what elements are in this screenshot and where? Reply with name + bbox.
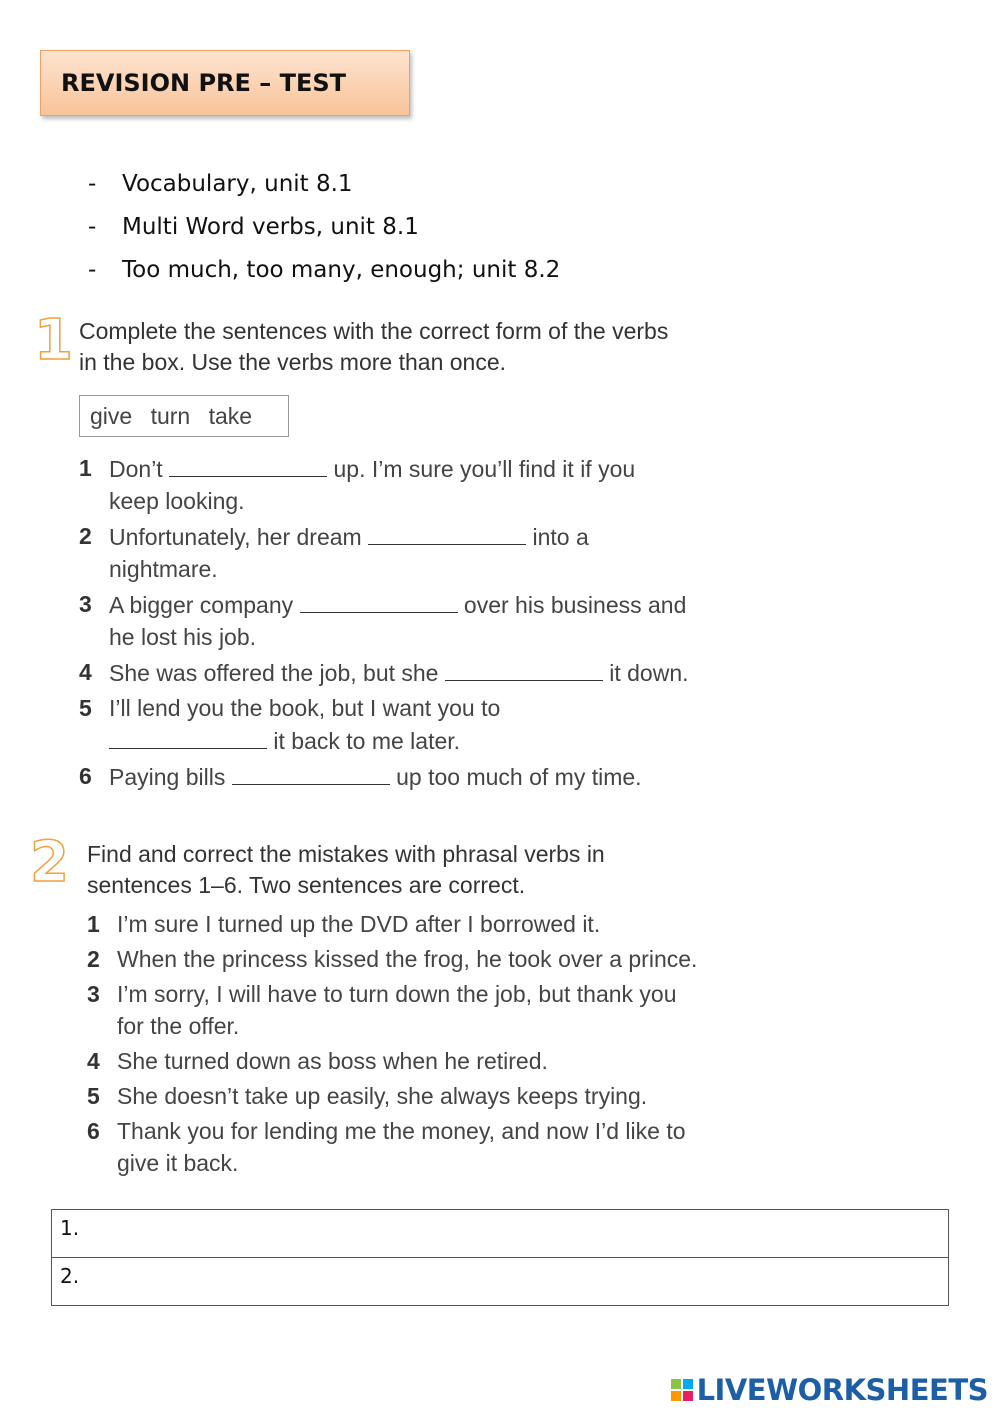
item-text: She doesn’t take up easily, she always keeps trying. bbox=[117, 1083, 648, 1109]
item-number: 6 bbox=[87, 1118, 100, 1144]
exercise-2-items bbox=[87, 908, 767, 1182]
exercise-1-item bbox=[79, 452, 759, 517]
exercise-1-number: 1 bbox=[34, 308, 73, 373]
item-text-line-2: for the offer. bbox=[117, 1013, 240, 1039]
exercise-1-item bbox=[79, 656, 759, 689]
item-number: 3 bbox=[87, 981, 100, 1007]
item-number: 6 bbox=[79, 763, 92, 789]
item-text-after: into a bbox=[532, 524, 589, 550]
exercise-1-instruction-line-1: Complete the sentences with the correct form of the verbs bbox=[79, 318, 669, 344]
item-number: 3 bbox=[79, 591, 92, 617]
topic-text: Multi Word verbs, unit 8.1 bbox=[122, 214, 419, 240]
exercise-2-instruction-line-1: Find and correct the mistakes with phrasal verbs in bbox=[87, 841, 605, 867]
exercise-2-instruction bbox=[87, 839, 767, 901]
answer-table bbox=[51, 1209, 949, 1306]
item-text-line-2: keep looking. bbox=[109, 488, 245, 514]
topic-item bbox=[88, 165, 560, 208]
exercise-1-items bbox=[79, 452, 759, 796]
item-number: 1 bbox=[87, 911, 100, 937]
exercise-2-item bbox=[87, 943, 767, 975]
item-text-line-2: give it back. bbox=[117, 1150, 239, 1176]
logo-square bbox=[671, 1391, 681, 1401]
item-text-before: Unfortunately, her dream bbox=[109, 524, 362, 550]
answer-row bbox=[52, 1258, 949, 1306]
item-text-before: I’ll lend you the book, but I want you to bbox=[109, 695, 501, 721]
item-text-before: She was offered the job, but she bbox=[109, 660, 439, 686]
topic-text: Too much, too many, enough; unit 8.2 bbox=[122, 257, 561, 283]
item-number: 5 bbox=[87, 1083, 100, 1109]
item-number: 5 bbox=[79, 695, 92, 721]
item-number: 1 bbox=[79, 455, 92, 481]
page-title: REVISION PRE – TEST bbox=[61, 69, 347, 97]
item-text-before: A bigger company bbox=[109, 592, 294, 618]
item-text-after: it back to me later. bbox=[273, 728, 461, 754]
exercise-1-instruction-line-2: in the box. Use the verbs more than once. bbox=[79, 349, 507, 375]
item-number: 2 bbox=[87, 946, 100, 972]
exercise-2-item bbox=[87, 978, 767, 1042]
item-text: Thank you for lending me the money, and now I’d like to bbox=[117, 1118, 686, 1144]
exercise-1-item bbox=[79, 760, 759, 793]
exercise-2-item bbox=[87, 1115, 767, 1179]
answer-cell[interactable]: 1. bbox=[52, 1210, 949, 1258]
item-number: 2 bbox=[79, 523, 92, 549]
topic-item bbox=[88, 251, 560, 294]
exercise-2-item bbox=[87, 1080, 767, 1112]
item-text-after: up. I’m sure you’ll find it if you bbox=[333, 456, 636, 482]
item-text-after: it down. bbox=[609, 660, 689, 686]
topic-dash: - bbox=[88, 214, 97, 240]
logo-square bbox=[683, 1379, 693, 1389]
brand-name: LIVEWORKSHEETS bbox=[696, 1373, 988, 1407]
item-number: 4 bbox=[79, 659, 92, 685]
item-text-line-2: nightmare. bbox=[109, 556, 218, 582]
answer-blank[interactable] bbox=[109, 724, 267, 749]
item-text: She turned down as boss when he retired. bbox=[117, 1048, 548, 1074]
exercise-2-item bbox=[87, 908, 767, 940]
liveworksheets-logo-icon bbox=[671, 1379, 693, 1401]
topic-item bbox=[88, 208, 560, 251]
answer-blank[interactable] bbox=[368, 520, 526, 545]
exercise-1-item bbox=[79, 692, 759, 757]
exercise-1-instruction bbox=[79, 316, 759, 378]
exercise-2-instruction-line-2: sentences 1–6. Two sentences are correct. bbox=[87, 872, 526, 898]
topic-dash: - bbox=[88, 171, 97, 197]
answer-blank[interactable] bbox=[169, 452, 327, 477]
title-box bbox=[40, 50, 410, 116]
exercise-1-item bbox=[79, 520, 759, 585]
exercise-2-item bbox=[87, 1045, 767, 1077]
answer-row bbox=[52, 1210, 949, 1258]
exercise-1-item bbox=[79, 588, 759, 653]
item-text-line-2: he lost his job. bbox=[109, 624, 257, 650]
answer-cell[interactable]: 2. bbox=[52, 1258, 949, 1306]
item-text-before: Don’t bbox=[109, 456, 163, 482]
topic-dash: - bbox=[88, 257, 97, 283]
item-text-after: up too much of my time. bbox=[396, 764, 642, 790]
answer-blank[interactable] bbox=[300, 588, 458, 613]
logo-square bbox=[683, 1391, 693, 1401]
item-text-before: Paying bills bbox=[109, 764, 226, 790]
logo-square bbox=[671, 1379, 681, 1389]
footer-brand bbox=[671, 1373, 988, 1407]
item-text-after: over his business and bbox=[463, 592, 687, 618]
item-text: When the princess kissed the frog, he took over a prince. bbox=[117, 946, 698, 972]
item-text: I’m sure I turned up the DVD after I borrowed it. bbox=[117, 911, 601, 937]
topic-text: Vocabulary, unit 8.1 bbox=[122, 171, 353, 197]
item-text: I’m sorry, I will have to turn down the job, but thank you bbox=[117, 981, 677, 1007]
topic-list bbox=[88, 165, 560, 294]
verb-box: give turn take bbox=[79, 395, 289, 437]
answer-blank[interactable] bbox=[232, 760, 390, 785]
exercise-2-number: 2 bbox=[30, 830, 69, 895]
item-number: 4 bbox=[87, 1048, 100, 1074]
answer-blank[interactable] bbox=[445, 656, 603, 681]
